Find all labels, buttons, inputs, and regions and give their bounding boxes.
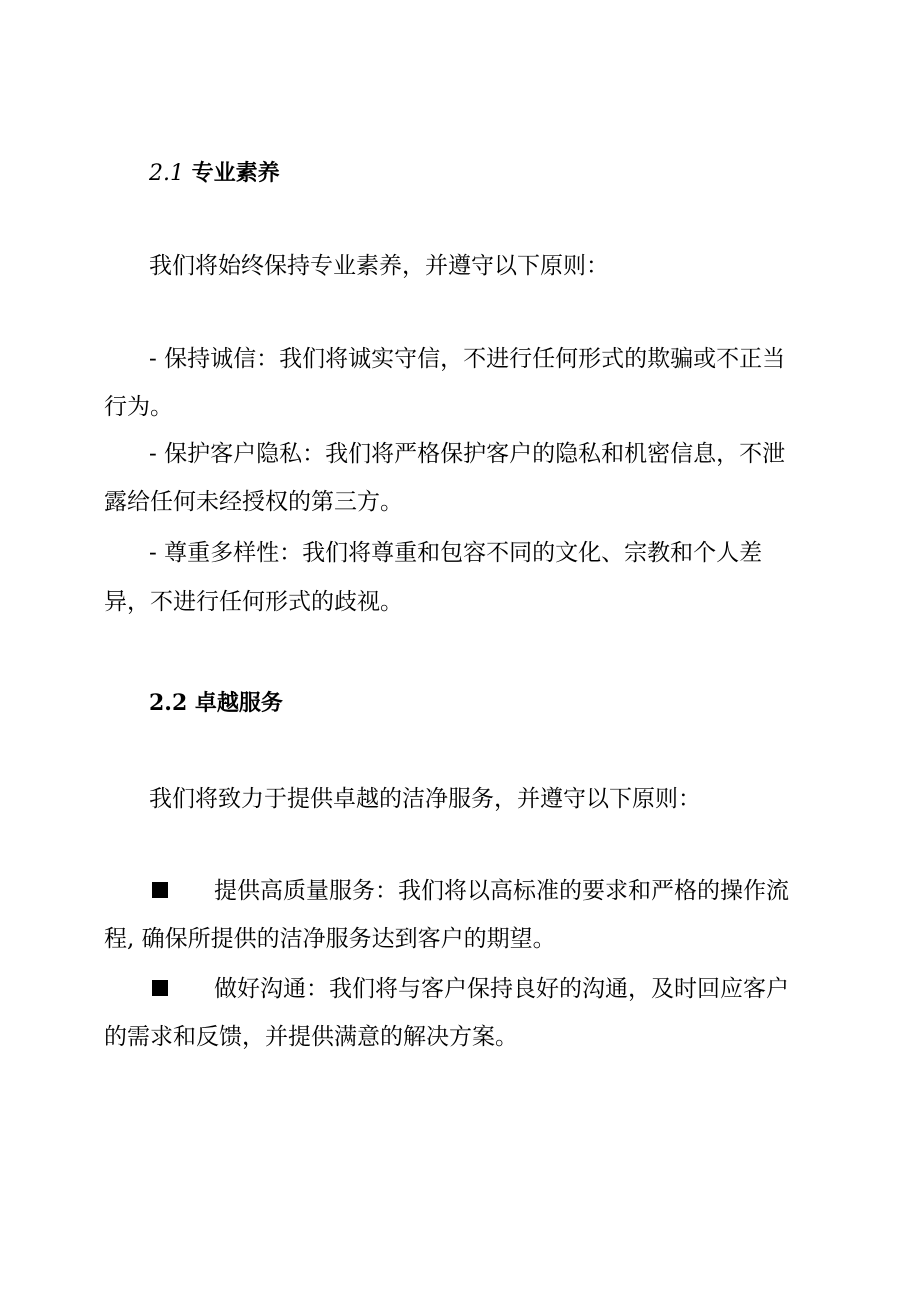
section-2-1-title: 专业素养 [191, 160, 280, 186]
list-item-privacy-line2: 露给任何未经授权的第三方。 [104, 489, 403, 515]
list-item-communication-line1: 做好沟通：我们将与客户保持良好的沟通，及时回应客户 [214, 976, 789, 1002]
list-item-quality-line1: 提供高质量服务：我们将以高标准的要求和严格的操作流 [214, 878, 789, 904]
section-2-2-heading: 2.2 卓越服务 [149, 690, 283, 716]
black-square-icon [152, 882, 168, 898]
section-2-1-heading [149, 158, 280, 189]
list-item-integrity-line1: - 保持诚信：我们将诚实守信，不进行任何形式的欺骗或不正当 [149, 346, 786, 372]
list-item-diversity-line2: 异，不进行任何形式的歧视。 [104, 589, 403, 615]
list-item-integrity-line2: 行为。 [104, 394, 173, 420]
black-square-icon [152, 980, 168, 996]
section-2-1-intro: 我们将始终保持专业素养，并遵守以下原则： [149, 253, 609, 279]
list-item-quality-line2: 程, 确保所提供的洁净服务达到客户的期望。 [104, 926, 556, 952]
list-item-privacy-line1: - 保护客户隐私：我们将严格保护客户的隐私和机密信息，不泄 [149, 441, 786, 467]
list-item-diversity-line1: - 尊重多样性：我们将尊重和包容不同的文化、宗教和个人差 [149, 540, 763, 566]
section-2-1-number: 2.1 [149, 161, 184, 186]
list-item-communication-line2: 的需求和反馈，并提供满意的解决方案。 [104, 1024, 518, 1050]
section-2-2-intro: 我们将致力于提供卓越的洁净服务，并遵守以下原则： [149, 786, 701, 812]
